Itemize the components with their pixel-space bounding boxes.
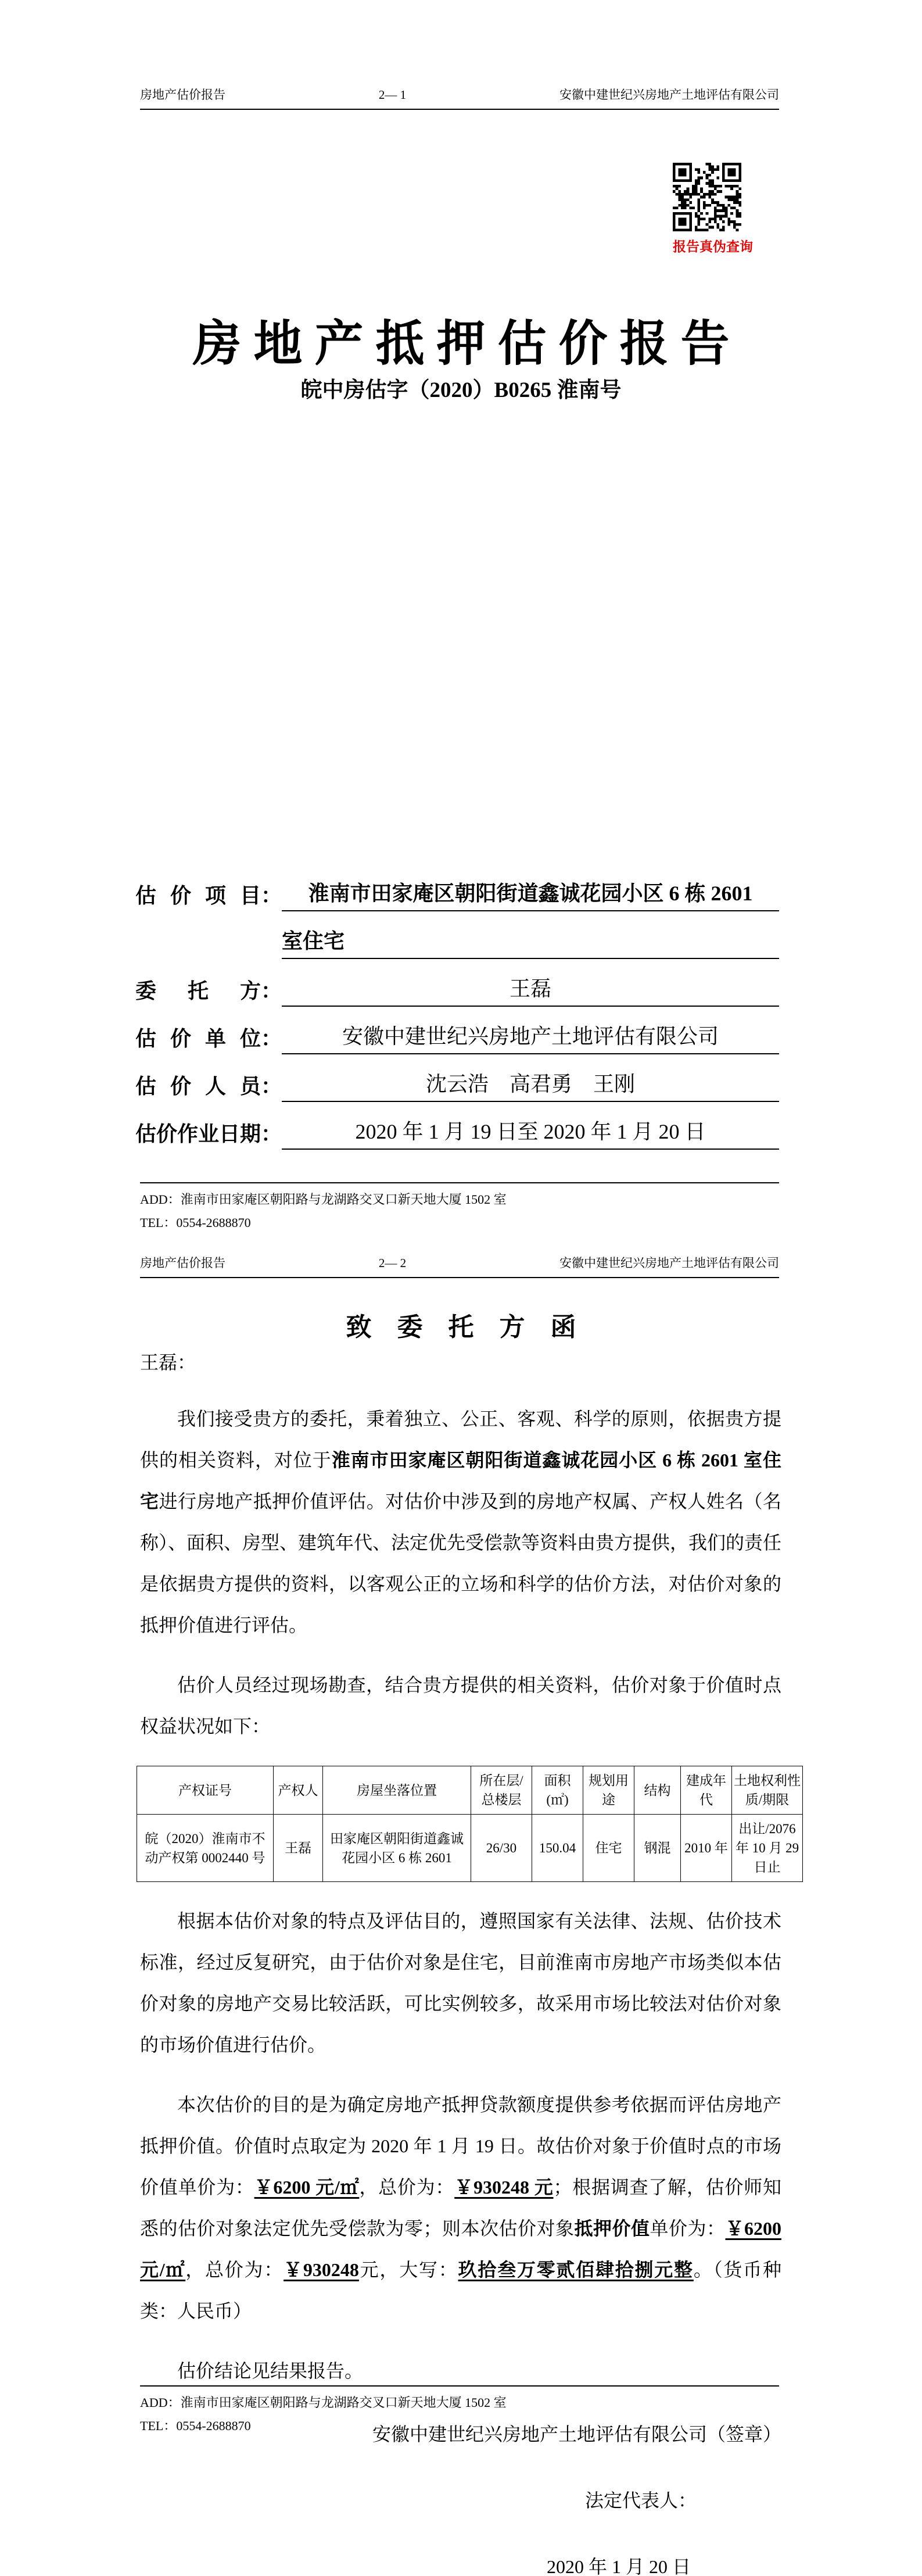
unit-price-value: ￥6200 元/㎡ — [254, 2177, 360, 2198]
mortgage-total-price-value: ￥930248 — [284, 2259, 359, 2280]
table-header-location: 房屋坐落位置 — [323, 1766, 471, 1815]
form-row-project-cont — [135, 911, 779, 959]
form-colon: ： — [261, 979, 282, 1003]
header-company-name: 安徽中建世纪兴房地产土地评估有限公司 — [559, 1256, 779, 1270]
signature-company: 安徽中建世纪兴房地产土地评估有限公司（签章） — [372, 2424, 781, 2445]
page2-footer — [140, 2385, 779, 2438]
form-colon: ： — [261, 1075, 282, 1098]
table-header-land-rights: 土地权利性质/期限 — [732, 1766, 803, 1815]
signature-date: 2020 年 1 月 20 日 — [547, 2556, 691, 2576]
paragraph-result-text: ；根据调查了解，估价师知悉的估价对象法定优先受偿款为零；则本次估价对象 — [140, 2177, 781, 2239]
header-page-number: 2— 1 — [378, 88, 407, 102]
paragraph-result-text: 。（货币种类：人民币） — [140, 2259, 781, 2321]
footer-tel-line — [140, 2414, 779, 2438]
cell-structure: 钢混 — [634, 1815, 681, 1882]
page1-header — [140, 86, 779, 110]
form-row-agency — [135, 1007, 779, 1054]
footer-tel: 0554-2688870 — [176, 1215, 251, 1230]
footer-tel-line — [140, 1211, 779, 1235]
form-label-date: 估价作业日期 — [135, 1122, 261, 1146]
table-header-row — [137, 1766, 803, 1815]
table-header-cert-no: 产权证号 — [137, 1766, 274, 1815]
table-header-build-year: 建成年代 — [681, 1766, 732, 1815]
header-page-number: 2— 2 — [378, 1256, 407, 1270]
form-value-date: 2020 年 1 月 19 日至 2020 年 1 月 20 日 — [282, 1115, 779, 1150]
qr-block — [673, 163, 753, 255]
table-header-use: 规划用途 — [583, 1766, 634, 1815]
footer-address-line — [140, 1188, 779, 1211]
page2-header — [140, 1254, 779, 1278]
paragraph-survey: 估价人员经过现场勘查，结合贵方提供的相关资料，估价对象于价值时点权益状况如下： — [140, 1675, 781, 1737]
report-number: 皖中房估字（2020）B0265 淮南号 — [300, 378, 622, 402]
cell-location: 田家庵区朝阳街道鑫诚花园小区 6 栋 2601 — [323, 1815, 471, 1882]
form-label-project: 估价项目 — [135, 884, 261, 907]
header-doc-type: 房地产估价报告 — [140, 1256, 225, 1270]
paragraph-result-text: 元，大写： — [358, 2259, 458, 2280]
cell-use: 住宅 — [583, 1815, 634, 1882]
cell-land-rights: 出让/2076 年 10 月 29 日止 — [732, 1815, 803, 1882]
paragraph-intro — [140, 1398, 781, 1646]
paragraph-conclusion-ref: 估价结论见结果报告。 — [177, 2360, 364, 2381]
paragraph-intro-text: 进行房地产抵押价值评估。对估价中涉及到的房地产权属、产权人姓名（名称）、面积、房型、建筑年代、法定优先受偿款等资料由贵方提供，我们的责任是依据贵方提供的资料，以客观公正的立场和科学的估价方法，对估价对象的抵押价值进行评估。 — [140, 1491, 782, 1636]
signature-legal-rep: 法定代表人： — [585, 2490, 697, 2511]
form-label-client: 委托方 — [135, 979, 261, 1003]
form-row-client — [135, 959, 779, 1007]
table-header-floor: 所在层/总楼层 — [471, 1766, 532, 1815]
footer-tel-label: TEL： — [140, 1215, 177, 1230]
cover-form — [135, 864, 779, 1150]
paragraph-result-text: ，总价为： — [359, 2177, 455, 2198]
form-row-project — [135, 864, 779, 911]
total-price-value: ￥930248 元 — [454, 2177, 554, 2198]
form-value-client: 王磊 — [282, 972, 779, 1007]
footer-address-label: ADD： — [140, 1192, 181, 1207]
form-colon: ： — [261, 1122, 282, 1146]
cell-build-year: 2010 年 — [681, 1815, 732, 1882]
footer-tel: 0554-2688870 — [176, 2418, 251, 2433]
appraisal-table — [137, 1766, 803, 1882]
paragraph-result-text: 本次估价的目的是为确定房地产抵押贷款额度提供参考依据而评估房地产抵押价值。价值时点取定为 2020 年 1 月 19 日。故估价对象于价值时点的市场价值单价为： — [140, 2094, 781, 2198]
footer-tel-label: TEL： — [140, 2418, 177, 2433]
header-doc-type: 房地产估价报告 — [140, 88, 225, 102]
salutation: 王磊： — [140, 1352, 196, 1373]
cell-area: 150.04 — [532, 1815, 583, 1882]
form-value-project-line1: 淮南市田家庵区朝阳街道鑫诚花园小区 6 栋 2601 — [282, 877, 779, 911]
letter-title: 致 委 托 方 函 — [346, 1312, 576, 1341]
form-value-project-line2: 室住宅 — [282, 925, 779, 959]
report-title: 房 地 产 抵 押 估 价 报 告 — [192, 317, 730, 372]
page1-footer — [140, 1182, 779, 1235]
paragraph-result-text: ，总价为： — [185, 2259, 284, 2280]
qr-caption: 报告真伪查询 — [673, 239, 753, 254]
table-header-owner: 产权人 — [274, 1766, 323, 1815]
table-header-structure: 结构 — [634, 1766, 681, 1815]
table-header-area: 面积(㎡) — [532, 1766, 583, 1815]
header-company-name: 安徽中建世纪兴房地产土地评估有限公司 — [559, 88, 779, 102]
cell-cert-no: 皖（2020）淮南市不动产权第 0002440 号 — [137, 1815, 274, 1882]
form-colon: ： — [261, 1027, 282, 1050]
form-row-staff — [135, 1054, 779, 1102]
cell-owner: 王磊 — [274, 1815, 323, 1882]
paragraph-result-text: 单价为： — [650, 2218, 726, 2239]
price-in-words-value: 玖拾叁万零贰佰肆拾捌元整 — [458, 2259, 694, 2280]
cell-floor: 26/30 — [471, 1815, 532, 1882]
form-label-staff: 估价人员 — [135, 1075, 261, 1098]
form-label-agency: 估价单位 — [135, 1027, 261, 1050]
paragraph-result — [140, 2084, 781, 2332]
qr-code-icon — [673, 163, 741, 231]
form-value-agency: 安徽中建世纪兴房地产土地评估有限公司 — [282, 1020, 779, 1054]
form-row-date — [135, 1102, 779, 1150]
subject-property-highlight: 淮南市田家庵区朝阳街道鑫诚花园小区 6 栋 2601 室住宅 — [140, 1450, 781, 1512]
form-colon: ： — [261, 884, 282, 907]
footer-address: 淮南市田家庵区朝阳路与龙湖路交叉口新天地大厦 1502 室 — [180, 1192, 507, 1207]
footer-address-label: ADD： — [140, 2395, 181, 2410]
paragraph-intro-text: 我们接受贵方的委托，秉着独立、公正、客观、科学的原则，依据贵方提供的相关资料，对位于 — [140, 1408, 781, 1471]
mortgage-value-label: 抵押价值 — [574, 2218, 650, 2239]
mortgage-unit-price-value: ￥6200 元/㎡ — [140, 2218, 781, 2280]
footer-address-line — [140, 2391, 779, 2414]
paragraph-method: 根据本估价对象的特点及评估目的，遵照国家有关法律、法规、估价技术标准，经过反复研究，由于估价对象是住宅，目前淮南市房地产市场类似本估价对象的房地产交易比较活跃，可比实例较多，故采用市场比较法对估价对象的市场价值进行估价。 — [140, 1910, 781, 2055]
table-row — [137, 1815, 803, 1882]
footer-address: 淮南市田家庵区朝阳路与龙湖路交叉口新天地大厦 1502 室 — [180, 2395, 507, 2410]
form-value-staff: 沈云浩 高君勇 王刚 — [282, 1068, 779, 1102]
